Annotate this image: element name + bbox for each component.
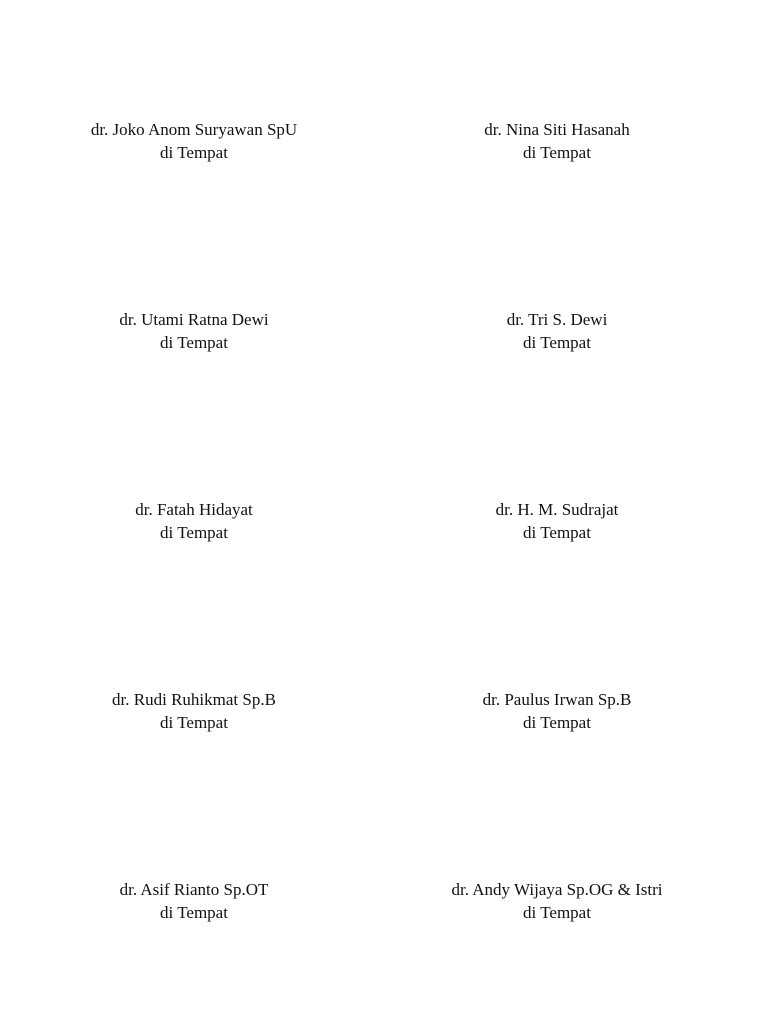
recipient-place: di Tempat bbox=[160, 143, 228, 162]
recipient-place: di Tempat bbox=[160, 713, 228, 732]
recipient-place: di Tempat bbox=[523, 903, 591, 922]
recipient-place: di Tempat bbox=[523, 523, 591, 542]
recipient-place: di Tempat bbox=[160, 333, 228, 352]
address-label bbox=[44, 688, 344, 734]
recipient-place: di Tempat bbox=[160, 903, 228, 922]
address-label bbox=[407, 308, 707, 354]
recipient-place: di Tempat bbox=[523, 143, 591, 162]
address-label bbox=[407, 688, 707, 734]
address-label bbox=[44, 308, 344, 354]
recipient-name: dr. Paulus Irwan Sp.B bbox=[482, 690, 632, 709]
recipient-name: dr. Fatah Hidayat bbox=[135, 500, 253, 519]
recipient-name: dr. Andy Wijaya Sp.OG & Istri bbox=[451, 880, 663, 899]
address-label bbox=[44, 878, 344, 924]
address-label bbox=[44, 118, 344, 164]
address-label bbox=[407, 878, 707, 924]
recipient-place: di Tempat bbox=[523, 333, 591, 352]
address-label bbox=[407, 118, 707, 164]
recipient-name: dr. Tri S. Dewi bbox=[506, 310, 608, 329]
recipient-name: dr. Asif Rianto Sp.OT bbox=[119, 880, 269, 899]
address-label bbox=[407, 498, 707, 544]
recipient-name: dr. Nina Siti Hasanah bbox=[484, 120, 630, 139]
address-label bbox=[44, 498, 344, 544]
recipient-place: di Tempat bbox=[523, 713, 591, 732]
recipient-place: di Tempat bbox=[160, 523, 228, 542]
recipient-name: dr. Rudi Ruhikmat Sp.B bbox=[112, 690, 276, 709]
recipient-name: dr. Utami Ratna Dewi bbox=[119, 310, 269, 329]
recipient-name: dr. Joko Anom Suryawan SpU bbox=[90, 120, 298, 139]
recipient-name: dr. H. M. Sudrajat bbox=[495, 500, 619, 519]
